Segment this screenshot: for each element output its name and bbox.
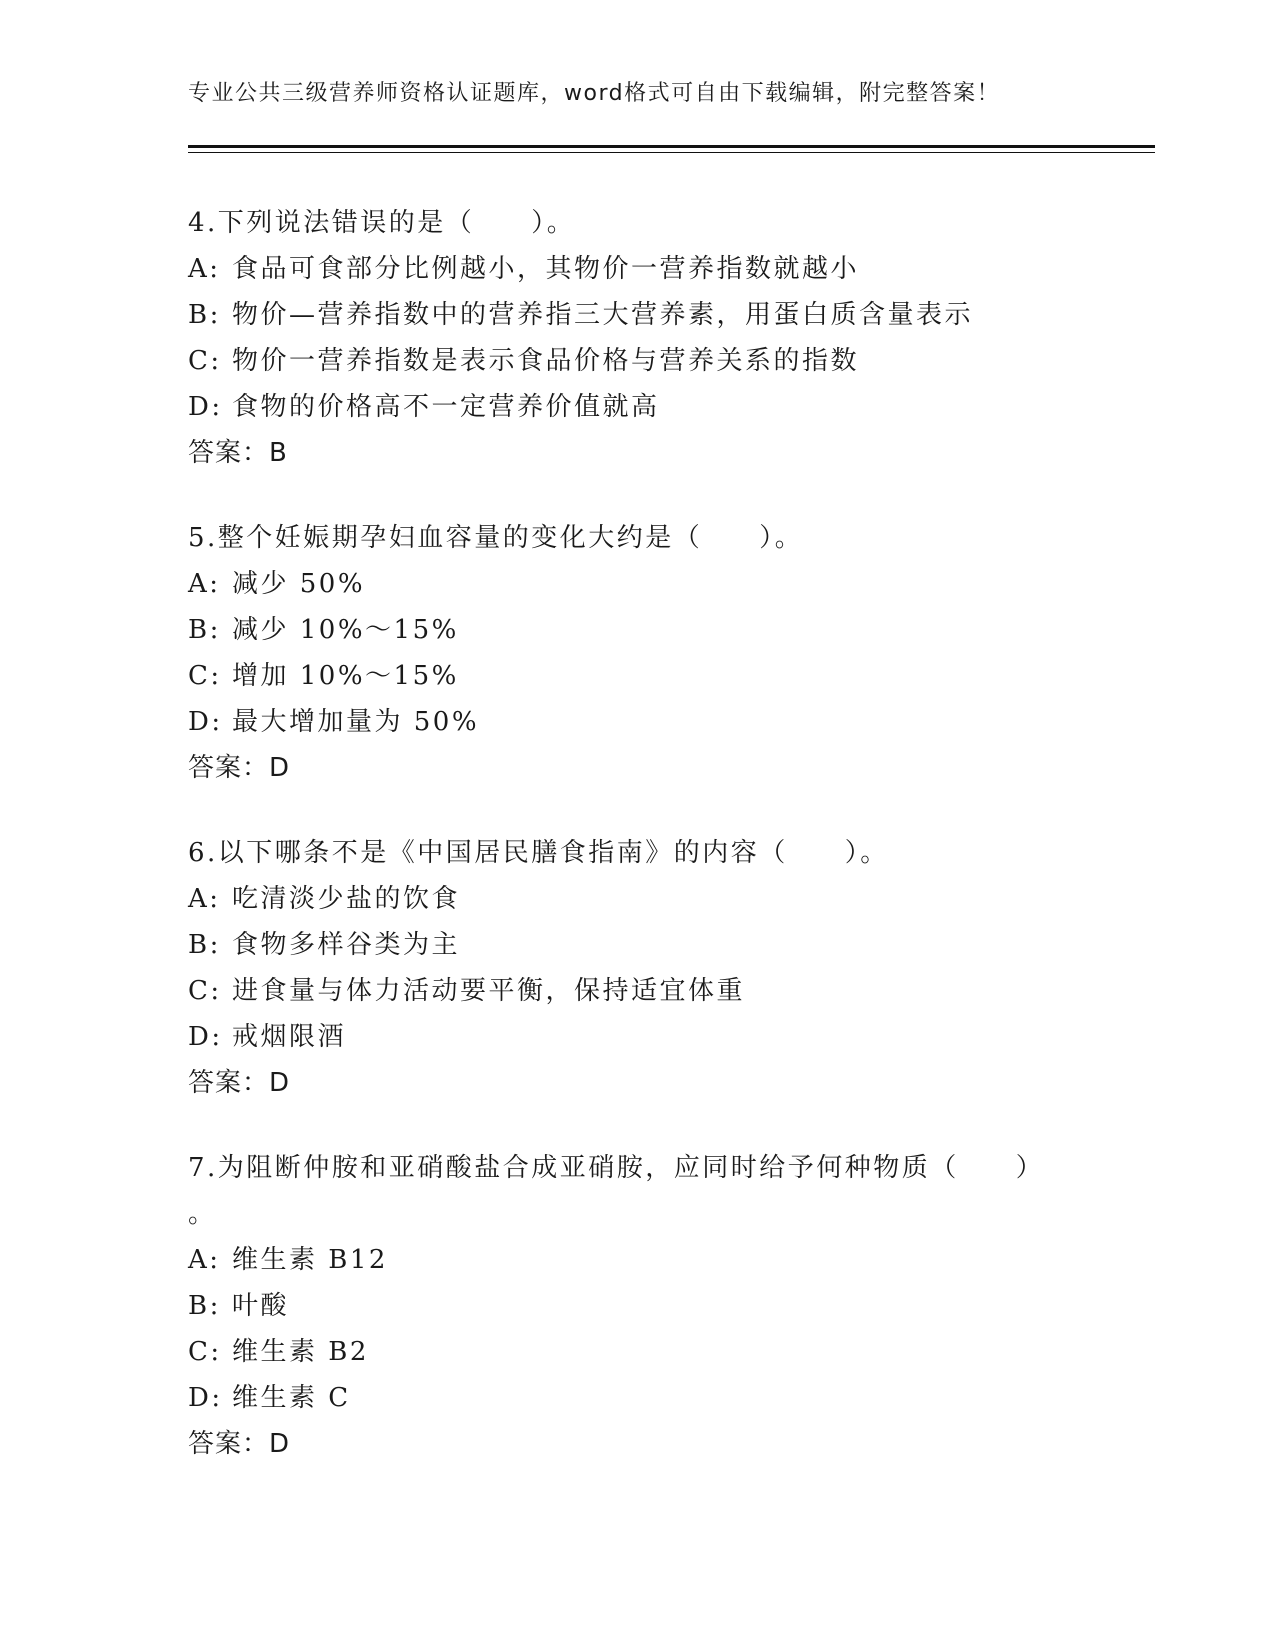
question-stem-continued: 。 bbox=[188, 1199, 215, 1229]
option-b bbox=[188, 292, 1128, 338]
option-c bbox=[188, 338, 1128, 384]
option-d bbox=[188, 1375, 1128, 1421]
option-letter: C: bbox=[188, 976, 222, 1006]
answer-line: 答案：D bbox=[188, 1429, 291, 1459]
option-text: 减少 50% bbox=[232, 569, 366, 599]
option-text: 减少 10%～15% bbox=[232, 615, 459, 645]
option-letter: D: bbox=[188, 1022, 223, 1052]
question-stem: 5.整个妊娠期孕妇血容量的变化大约是（ ）。 bbox=[188, 523, 804, 553]
option-letter: A: bbox=[188, 884, 221, 914]
option-letter: B: bbox=[188, 300, 221, 330]
option-c bbox=[188, 1329, 1128, 1375]
option-b bbox=[188, 922, 1128, 968]
header-rule-thin bbox=[188, 152, 1155, 153]
option-text: 维生素 B12 bbox=[232, 1245, 388, 1275]
option-text: 食物多样谷类为主 bbox=[232, 930, 461, 960]
option-a bbox=[188, 246, 1128, 292]
answer-line: 答案：D bbox=[188, 1068, 291, 1098]
option-d bbox=[188, 1014, 1128, 1060]
option-text: 吃清淡少盐的饮食 bbox=[232, 884, 461, 914]
answer-line: 答案：D bbox=[188, 753, 291, 783]
option-a bbox=[188, 1237, 1128, 1283]
page-header: 专业公共三级营养师资格认证题库，word格式可自由下载编辑，附完整答案！ bbox=[188, 81, 1001, 106]
question-stem: 6.以下哪条不是《中国居民膳食指南》的内容（ ）。 bbox=[188, 838, 889, 868]
option-text: 进食量与体力活动要平衡，保持适宜体重 bbox=[232, 976, 746, 1006]
option-text: 食品可食部分比例越小，其物价一营养指数就越小 bbox=[232, 254, 860, 284]
option-text: 物价—营养指数中的营养指三大营养素，用蛋白质含量表示 bbox=[232, 300, 974, 330]
option-text: 维生素 C bbox=[232, 1383, 351, 1413]
option-letter: C: bbox=[188, 1337, 222, 1367]
option-b bbox=[188, 1283, 1128, 1329]
option-letter: B: bbox=[188, 930, 221, 960]
option-text: 叶酸 bbox=[232, 1291, 290, 1321]
question-7 bbox=[188, 1145, 1128, 1467]
option-b bbox=[188, 607, 1128, 653]
question-5 bbox=[188, 515, 1128, 791]
option-text: 物价一营养指数是表示食品价格与营养关系的指数 bbox=[232, 346, 860, 376]
option-letter: A: bbox=[188, 1245, 221, 1275]
option-letter: D: bbox=[188, 1383, 223, 1413]
option-a bbox=[188, 561, 1128, 607]
option-letter: D: bbox=[188, 707, 223, 737]
question-stem: 7.为阻断仲胺和亚硝酸盐合成亚硝胺，应同时给予何种物质（ ） bbox=[188, 1153, 1045, 1183]
option-letter: B: bbox=[188, 1291, 221, 1321]
header-rule-thick bbox=[188, 145, 1155, 148]
option-d bbox=[188, 699, 1128, 745]
question-6 bbox=[188, 830, 1128, 1106]
option-letter: C: bbox=[188, 661, 222, 691]
option-c bbox=[188, 968, 1128, 1014]
answer-line: 答案：B bbox=[188, 438, 288, 468]
option-letter: A: bbox=[188, 569, 221, 599]
option-a bbox=[188, 876, 1128, 922]
option-text: 食物的价格高不一定营养价值就高 bbox=[232, 392, 660, 422]
option-letter: B: bbox=[188, 615, 221, 645]
option-letter: D: bbox=[188, 392, 223, 422]
option-c bbox=[188, 653, 1128, 699]
option-letter: C: bbox=[188, 346, 222, 376]
option-letter: A: bbox=[188, 254, 221, 284]
option-text: 最大增加量为 50% bbox=[232, 707, 480, 737]
option-d bbox=[188, 384, 1128, 430]
option-text: 戒烟限酒 bbox=[232, 1022, 347, 1052]
question-4 bbox=[188, 200, 1128, 476]
option-text: 增加 10%～15% bbox=[232, 661, 459, 691]
option-text: 维生素 B2 bbox=[232, 1337, 369, 1367]
question-stem: 4.下列说法错误的是（ ）。 bbox=[188, 208, 576, 238]
